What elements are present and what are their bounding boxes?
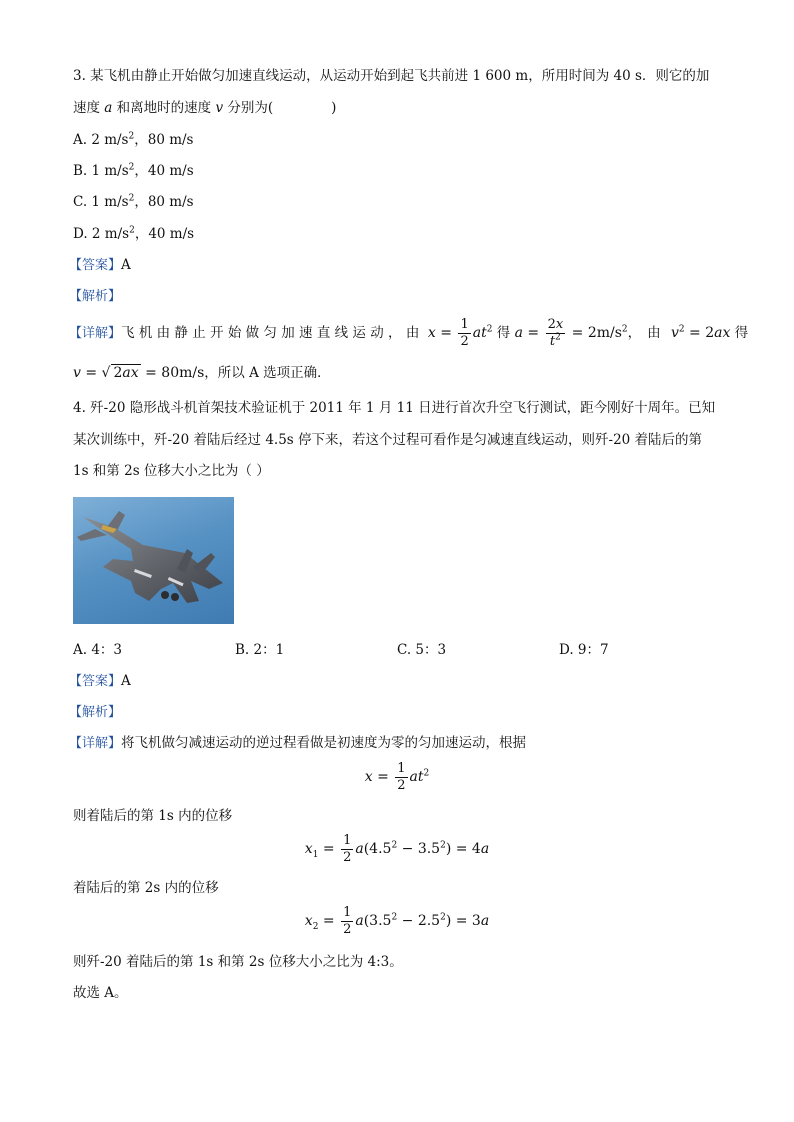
q3-formula-velocity: v = √ 2ax = 80m/s	[73, 365, 205, 381]
q3-stem-line2	[73, 98, 336, 118]
q4-conclusion: 故选 A。	[73, 985, 128, 1001]
q3-answer	[69, 255, 131, 276]
q3-var-a: a	[104, 100, 113, 116]
q3-detail-line2	[73, 362, 331, 384]
q3-stem-line1: 3. 某飞机由静止开始做匀加速直线运动，从运动开始到起飞共前进 1 600 m，所用时间为 40 s．则它的加	[73, 68, 710, 84]
q4-option-a: A. 4：3	[73, 642, 123, 658]
q4-answer-tag: 【答案】	[69, 674, 122, 689]
q3-detail-line1	[69, 315, 748, 351]
q3-formula-velocity-sq: $v^2 = 2ax$	[670, 324, 731, 341]
q4-detail-tag: 【详解】	[69, 736, 122, 751]
q3-detail-de1: 得	[496, 325, 511, 341]
q3-stem-text-b: 和离地时的速度	[112, 100, 216, 116]
q3-option-d: D. 2 $m/s^2$，40 m/s	[73, 225, 195, 242]
q4-analysis-tag: 【解析】	[69, 705, 122, 720]
q4-detail-line	[69, 733, 526, 754]
q4-option-b: B. 2：1	[235, 642, 285, 658]
q4-stem-line3: 1s 和第 2s 位移大小之比为（ ）	[73, 463, 270, 479]
q3-formula-displacement: x = $\frac{1}{2}$ $at^2$	[427, 316, 493, 349]
q3-analysis-tag: 【解析】	[69, 289, 122, 304]
q4-stem-line1: 4. 歼-20 隐形战斗机首架技术验证机于 2011 年 1 月 11 日进行首次升空飞行测试，距今刚好十周年。已知	[73, 400, 716, 416]
fighter-jet-icon	[73, 497, 234, 624]
q4-option-d: D. 9：7	[559, 642, 609, 658]
q3-answer-tag: 【答案】	[69, 258, 122, 273]
q4-stem-line2: 某次训练中，歼-20 着陆后经过 4.5s 停下来，若这个过程可看作是匀减速直线运动，则歼-20 着陆后的第	[73, 432, 703, 448]
q3-stem-close-paren: )	[331, 100, 337, 116]
q3-formula-acceleration: a = $\frac{2x}{t^2}$ = $2m/s^2$	[514, 316, 628, 349]
q3-detail-tag: 【详解】	[69, 326, 122, 341]
q4-ratio-line: 则歼-20 着陆后的第 1s 和第 2s 位移大小之比为 4:3。	[73, 954, 403, 970]
q3-detail-de3: 得	[734, 325, 749, 341]
q3-detail-de2: ，由	[627, 325, 667, 341]
q4-formula-x2: $x_2$ = $\frac{1}{2}$ $a(3.5^2 - 2.5^2) = 3a$	[304, 904, 490, 937]
q3-var-v: v	[215, 100, 224, 116]
q4-formula-x1: $x_1$ = $\frac{1}{2}$ $a(4.5^2 - 3.5^2) = 4a$	[304, 832, 490, 865]
q4-answer	[69, 671, 131, 692]
q4-second-second-label: 着陆后的第 2s 内的位移	[73, 880, 219, 896]
q3-option-b: B. 1 $m/s^2$，40 m/s	[73, 162, 194, 179]
q4-answer-value: A	[121, 673, 131, 689]
q3-detail-conclusion: ，所以 A 选项正确．	[204, 365, 331, 381]
q3-stem-text-c: 分别为(	[223, 100, 274, 116]
q3-option-c: C. 1 $m/s^2$，80 m/s	[73, 193, 194, 210]
stealth-fighter-photo	[73, 497, 234, 624]
q3-answer-value: A	[121, 257, 131, 273]
q3-detail-text: 飞机由静止开始做匀加速直线运动，由	[121, 325, 424, 341]
q3-option-a: A. 2 $m/s^2$，80 m/s	[73, 131, 194, 148]
q4-formula-general: x = $\frac{1}{2}$ $at^2$	[364, 760, 430, 793]
q4-first-second-label: 则着陆后的第 1s 内的位移	[73, 808, 233, 824]
q4-detail-text: 将飞机做匀减速运动的逆过程看做是初速度为零的匀加速运动，根据	[121, 735, 527, 751]
q4-option-c: C. 5：3	[397, 642, 447, 658]
q3-stem-text-a: 速度	[73, 100, 105, 116]
